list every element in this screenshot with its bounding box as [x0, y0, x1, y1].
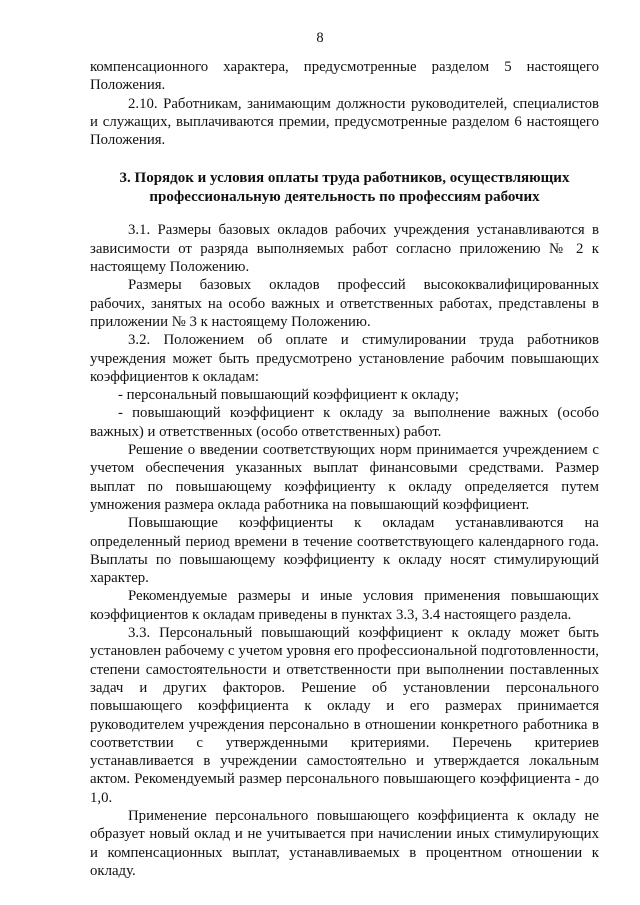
list-item-important-work-coefficient: - повышающий коэффициент к окладу за выполнение важных (особо важных) и ответственных (особо ответственных) работ.	[90, 405, 599, 440]
paragraph-base-salaries: Размеры базовых окладов профессий высококвалифицированных рабочих, занятых на особо важных и ответственных работах, представлены в приложении № 3 к настоящему Положению.	[90, 277, 599, 330]
page-number: 8	[316, 30, 324, 46]
paragraph-application: Применение персонального повышающего коэффициента к окладу не образует новый оклад и не учитывается при начислении иных стимулирующих и компенсационных выплат, устанавливаемых в процентном отношении к окладу.	[90, 807, 599, 879]
paragraph-2-10: 2.10. Работникам, занимающим должности руководителей, специалистов и служащих, выплачиваются премии, предусмотренные разделом 6 настоящего Положения.	[90, 95, 599, 149]
paragraph-period: Повышающие коэффициенты к окладам устанавливаются на определенный период времени в течение соответствующего календарного года. Выплаты по повышающему коэффициенту к окладу носят стимулирующий характер.	[90, 515, 599, 587]
document-body	[90, 58, 599, 880]
paragraph-decision: Решение о введении соответствующих норм принимается учреждением с учетом обеспечения указанных выплат финансовыми средствами. Размер выплат по повышающему коэффициенту к окладу определяется путем умножения размера оклада работника на повышающий коэффициент.	[90, 442, 599, 513]
paragraph-3-3: 3.3. Персональный повышающий коэффициент к окладу может быть установлен рабочему с учетом уровня его профессиональной подготовленности, степени самостоятельности и ответственности при выполнении поставленных задач и других факторов. Решение об установлении персонального повышающего коэффициента к окладу и его размерах принимается руководителем учреждения персонально в отношении конкретного работника в соответствии с утвержденными критериями. Перечень критериев устанавливается в учреждении самостоятельно и утверждается локальным актом. Рекомендуемый размер персонального повышающего коэффициента - до 1,0.	[90, 625, 599, 806]
paragraph-continuation: компенсационного характера, предусмотренные разделом 5 настоящего Положения.	[90, 59, 599, 94]
paragraph-recommended: Рекомендуемые размеры и иные условия применения повышающих коэффициентов к окладам приведены в пунктах 3.3, 3.4 настоящего раздела.	[90, 588, 599, 623]
paragraph-3-1: 3.1. Размеры базовых окладов рабочих учреждения устанавливаются в зависимости от разряда выполняемых работ согласно приложению № 2 к настоящему Положению.	[90, 222, 599, 276]
paragraph-3-2: 3.2. Положением об оплате и стимулировании труда работников учреждения может быть предусмотрено установление рабочим повышающих коэффициентов к окладам:	[90, 332, 599, 385]
list-item-personal-coefficient: - персональный повышающий коэффициент к окладу;	[118, 387, 459, 404]
section-heading: 3. Порядок и условия оплаты труда работников, осуществляющих профессиональную деятельность по профессиям рабочих	[119, 170, 570, 206]
